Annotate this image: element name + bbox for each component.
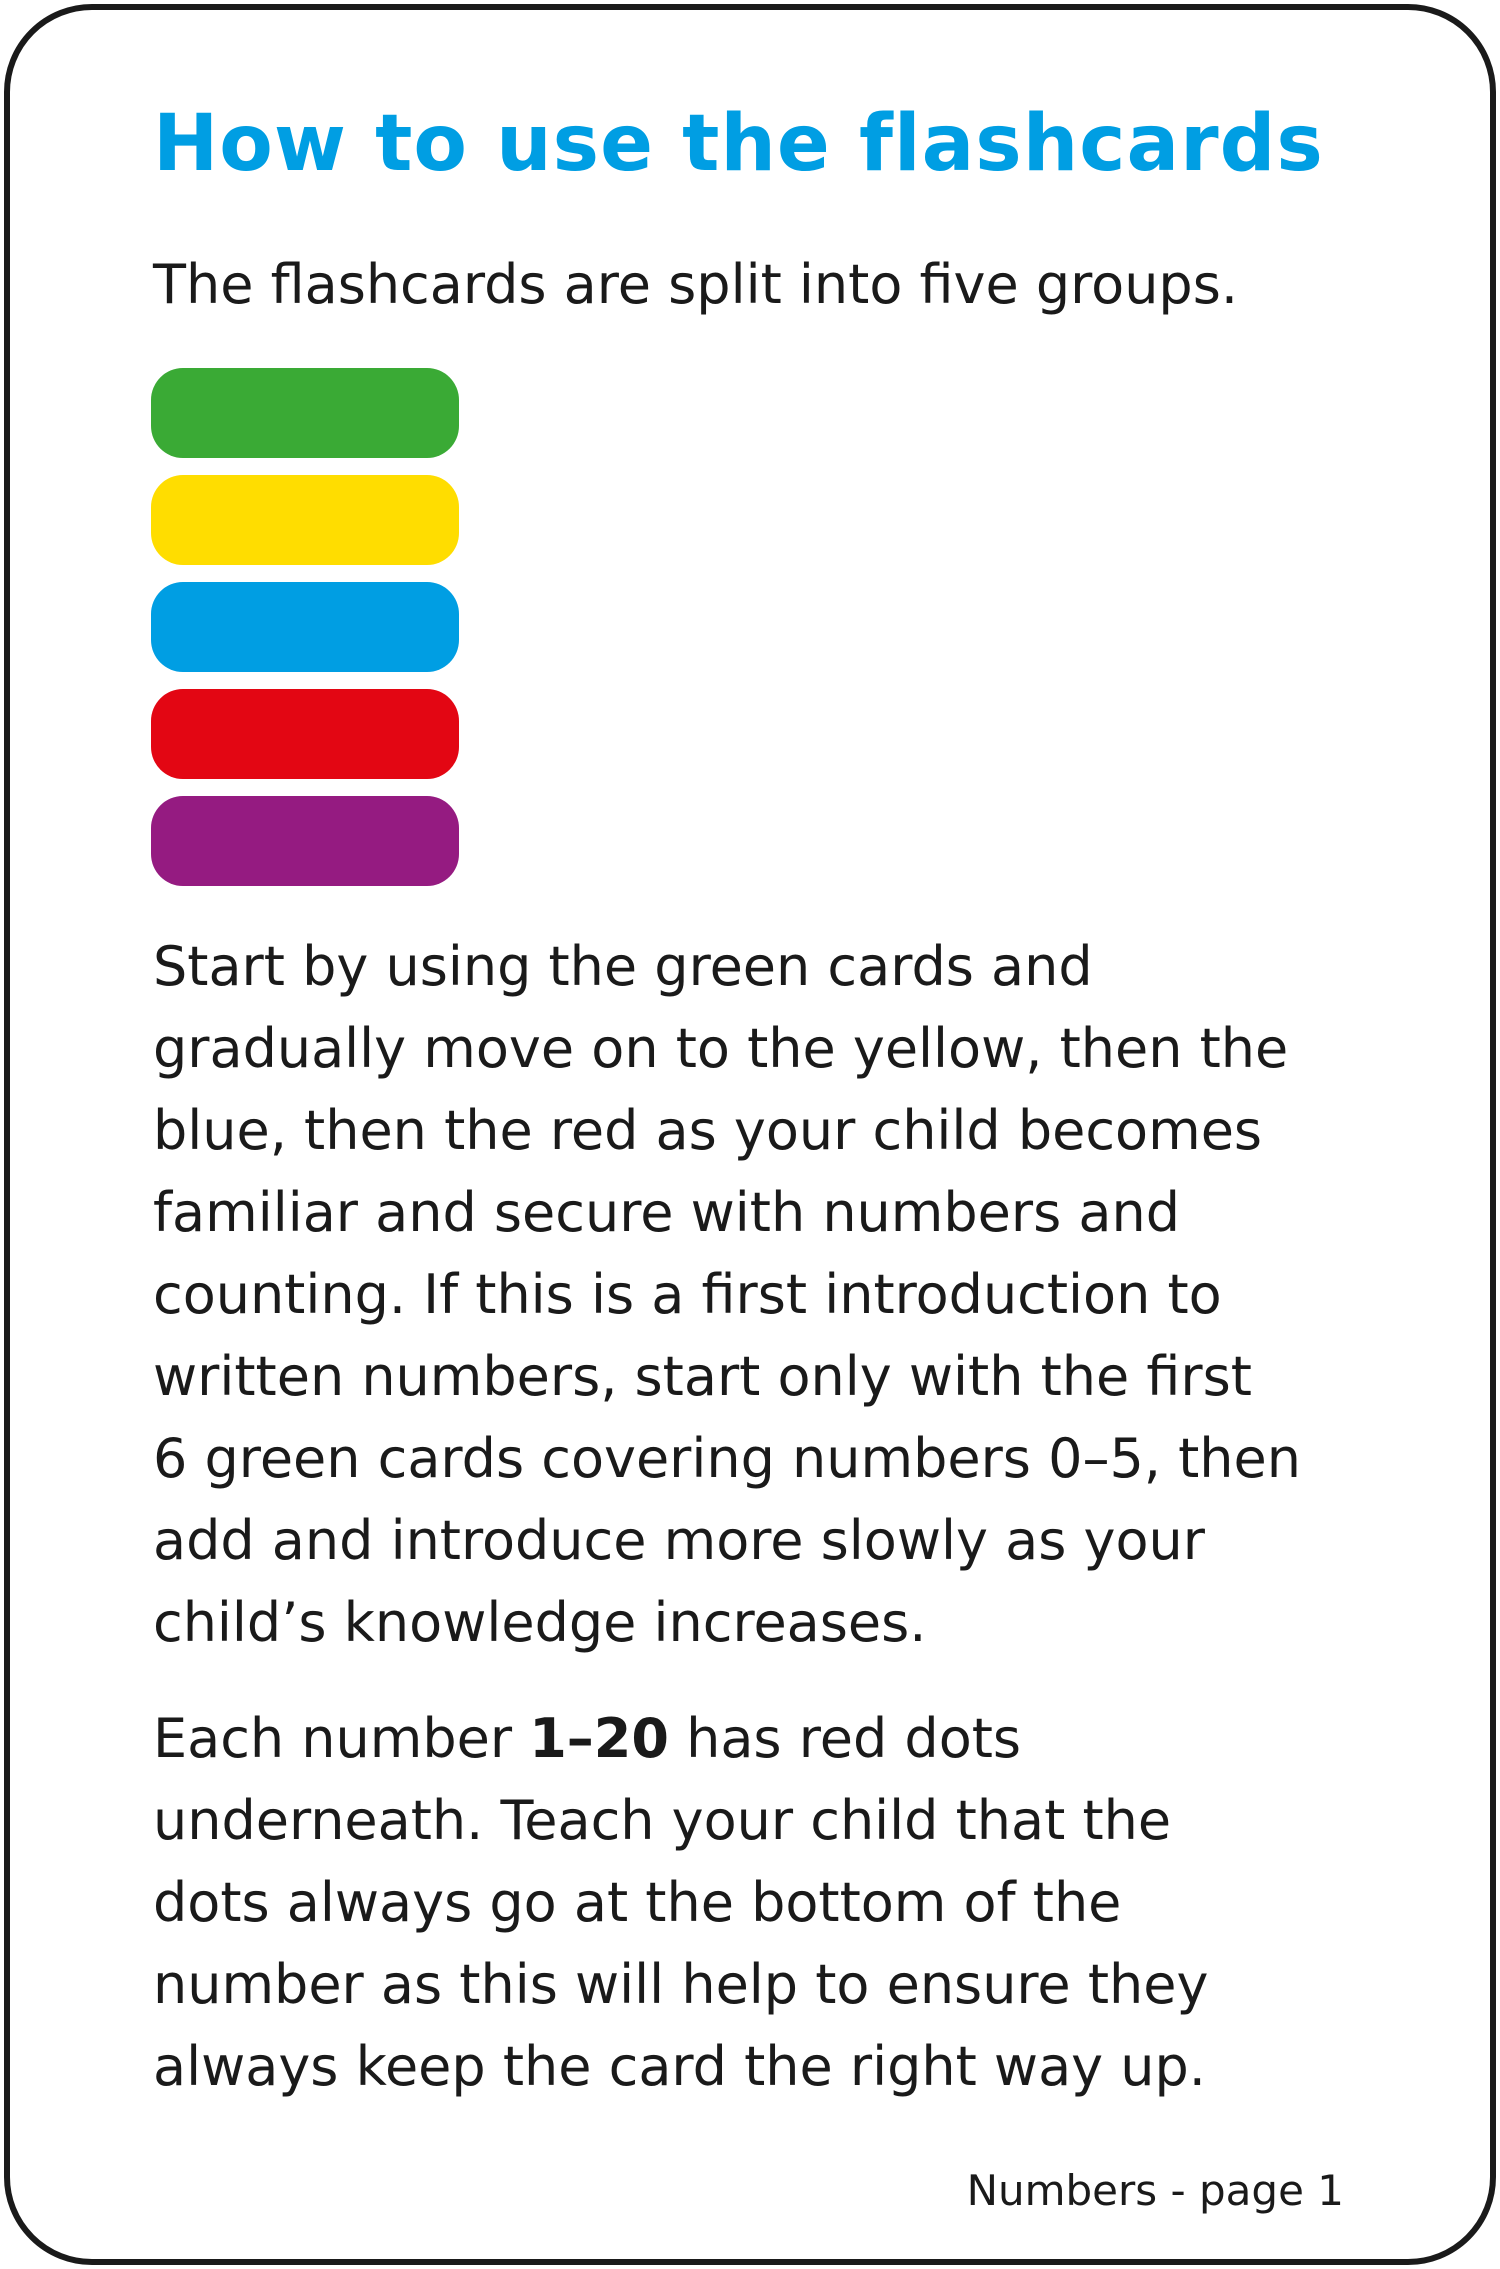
- yellow-group-swatch: [151, 475, 459, 565]
- green-group-swatch: [151, 368, 459, 458]
- paragraph-line: underneath. Teach your child that the: [153, 1789, 1172, 1852]
- paragraph-line: always keep the card the right way up.: [153, 2035, 1206, 2098]
- instructions-paragraph: [153, 926, 1301, 1664]
- purple-group-swatch: [151, 796, 459, 886]
- flashcard-instructions-card: [4, 4, 1496, 2265]
- paragraph-line: gradually move on to the yellow, then the: [153, 1017, 1289, 1080]
- dots-explanation-paragraph: [153, 1698, 1208, 2108]
- page-title: How to use the flashcards: [153, 99, 1324, 189]
- paragraph-line: familiar and secure with numbers and: [153, 1181, 1180, 1244]
- paragraph-line: child’s knowledge increases.: [153, 1591, 927, 1654]
- paragraph-line: Start by using the green cards and: [153, 935, 1093, 998]
- line-end-text: has red dots: [668, 1707, 1022, 1770]
- line-start-text: Each number: [153, 1707, 530, 1770]
- paragraph-line: written numbers, start only with the first: [153, 1345, 1252, 1408]
- page-footer: Numbers - page 1: [966, 2166, 1344, 2215]
- color-group-swatches: [151, 368, 459, 903]
- paragraph-line: number as this will help to ensure they: [153, 1953, 1209, 2016]
- number-range-bold: 1–20: [529, 1707, 669, 1770]
- paragraph-line: 6 green cards covering numbers 0–5, then: [153, 1427, 1301, 1490]
- paragraph-line: dots always go at the bottom of the: [153, 1871, 1122, 1934]
- intro-text: The flashcards are split into five groups.: [153, 253, 1239, 316]
- paragraph-line: blue, then the red as your child becomes: [153, 1099, 1263, 1162]
- paragraph-line: [153, 1698, 1208, 1780]
- red-group-swatch: [151, 689, 459, 779]
- paragraph-line: add and introduce more slowly as your: [153, 1509, 1205, 1572]
- paragraph-line: counting. If this is a first introduction to: [153, 1263, 1222, 1326]
- blue-group-swatch: [151, 582, 459, 672]
